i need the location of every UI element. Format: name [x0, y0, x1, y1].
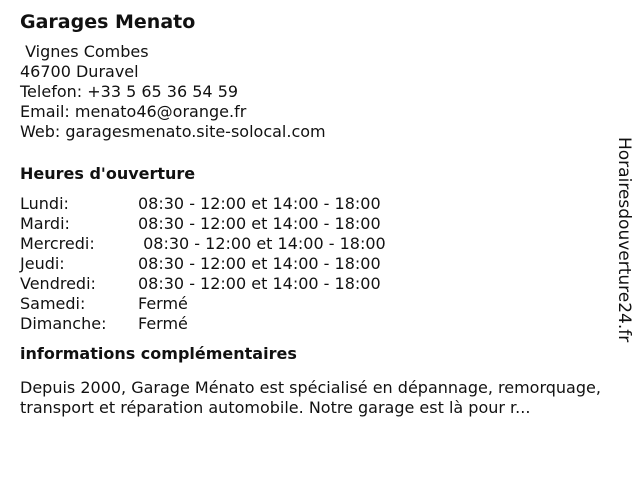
hours-table [20, 194, 612, 334]
info-heading: informations complémentaires [20, 344, 297, 363]
address-street: Vignes Combes [20, 42, 149, 61]
hours-heading: Heures d'ouverture [20, 164, 196, 183]
email-link[interactable]: menato46@orange.fr [74, 102, 247, 121]
day-label: Jeudi: [20, 254, 65, 273]
day-label: Vendredi: [20, 274, 96, 293]
business-card [20, 10, 612, 418]
business-name: Garages Menato [20, 11, 196, 33]
hours-row-samedi [20, 294, 612, 314]
brand-watermark-link[interactable]: Horairesdouverture24.fr [614, 137, 634, 343]
web-label: Web: [20, 122, 66, 141]
info-description: Depuis 2000, Garage Ménato est spécialisé en dépannage, remorquage, transport et réparation automobile. Notre garage est là pour r... [20, 378, 601, 417]
time-value: Fermé [138, 294, 188, 313]
hours-row-lundi [20, 194, 612, 214]
day-label: Samedi: [20, 294, 86, 313]
address-city: 46700 Duravel [20, 62, 139, 81]
phone-link[interactable]: +33 5 65 36 54 59 [87, 82, 239, 101]
email-label: Email: [20, 102, 75, 121]
hours-row-mardi [20, 214, 612, 234]
time-value: 08:30 - 12:00 et 14:00 - 18:00 [138, 274, 381, 293]
web-link[interactable]: garagesmenato.site-solocal.com [65, 122, 326, 141]
day-label: Mercredi: [20, 234, 95, 253]
contact-block [20, 42, 612, 142]
email-line [20, 102, 612, 122]
time-value: Fermé [138, 314, 188, 333]
time-value: 08:30 - 12:00 et 14:00 - 18:00 [138, 214, 381, 233]
phone-line [20, 82, 612, 102]
day-label: Lundi: [20, 194, 69, 213]
day-label: Mardi: [20, 214, 70, 233]
web-line [20, 122, 612, 142]
day-label: Dimanche: [20, 314, 107, 333]
hours-row-mercredi [20, 234, 612, 254]
hours-row-jeudi [20, 254, 612, 274]
phone-label: Telefon: [20, 82, 88, 101]
time-value: 08:30 - 12:00 et 14:00 - 18:00 [138, 254, 381, 273]
hours-row-vendredi [20, 274, 612, 294]
time-value: 08:30 - 12:00 et 14:00 - 18:00 [138, 234, 386, 253]
hours-row-dimanche [20, 314, 612, 334]
time-value: 08:30 - 12:00 et 14:00 - 18:00 [138, 194, 381, 213]
